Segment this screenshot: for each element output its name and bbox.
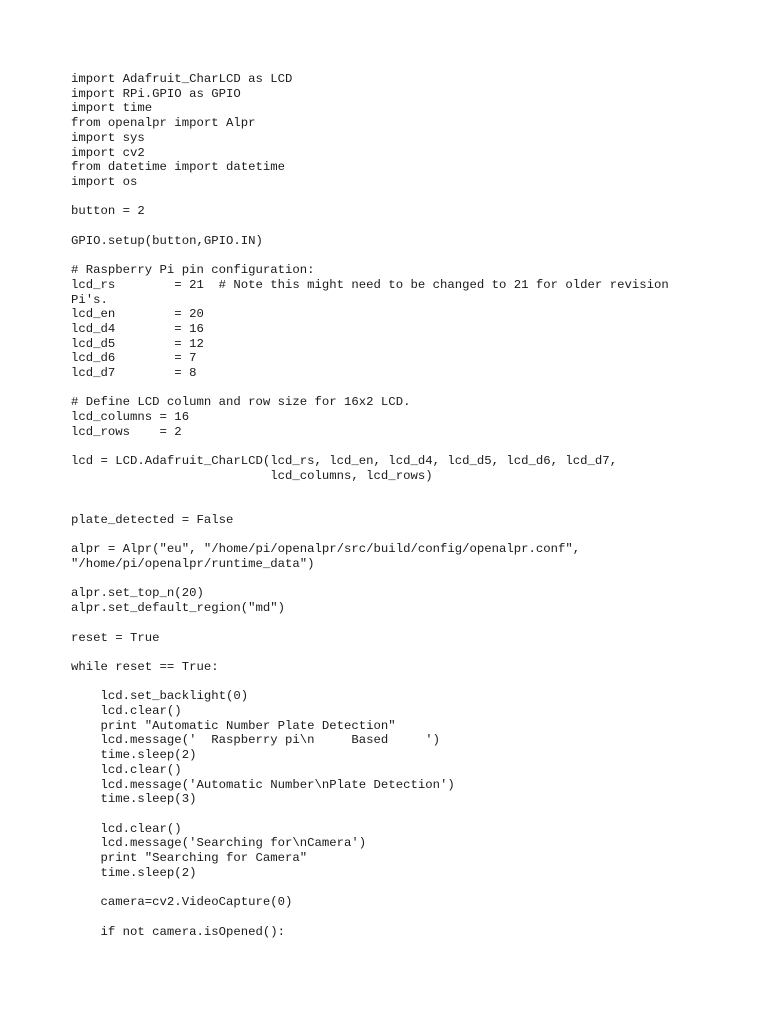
- code-line: [71, 616, 669, 631]
- code-line: from datetime import datetime: [71, 160, 286, 175]
- code-line: [71, 190, 669, 205]
- code-line: lcd.clear(): [71, 821, 182, 836]
- code-line: lcd_en = 20: [71, 307, 204, 322]
- code-line: [71, 880, 669, 895]
- code-line: lcd_d5 = 12: [71, 336, 204, 351]
- code-line: lcd.set_backlight(0): [71, 689, 249, 704]
- code-line: camera=cv2.VideoCapture(0): [71, 895, 293, 910]
- code-line: lcd = LCD.Adafruit_CharLCD(lcd_rs, lcd_en, lcd_d4, lcd_d5, lcd_d6, lcd_d7,: [71, 454, 618, 469]
- code-line: import cv2: [71, 145, 145, 160]
- code-line: time.sleep(2): [71, 748, 197, 763]
- code-line: lcd.clear(): [71, 762, 182, 777]
- code-line: alpr = Alpr("eu", "/home/pi/openalpr/src/build/config/openalpr.conf",: [71, 542, 581, 557]
- code-line: [71, 910, 669, 925]
- code-line: lcd_d7 = 8: [71, 366, 197, 381]
- code-line: [71, 807, 669, 822]
- code-line: # Raspberry Pi pin configuration:: [71, 263, 315, 278]
- code-line: "/home/pi/openalpr/runtime_data"): [71, 557, 315, 572]
- code-line: while reset == True:: [71, 659, 219, 674]
- code-line: lcd.clear(): [71, 704, 182, 719]
- code-line: [71, 498, 669, 513]
- code-line: print "Searching for Camera": [71, 851, 308, 866]
- code-line: lcd_columns, lcd_rows): [71, 468, 433, 483]
- code-line: print "Automatic Number Plate Detection": [71, 718, 396, 733]
- code-line: if not camera.isOpened():: [71, 924, 286, 939]
- code-line: [71, 528, 669, 543]
- code-line: lcd_d6 = 7: [71, 351, 197, 366]
- code-line: # Define LCD column and row size for 16x2 LCD.: [71, 395, 411, 410]
- code-line: time.sleep(3): [71, 792, 197, 807]
- code-line: plate_detected = False: [71, 512, 234, 527]
- code-line: [71, 645, 669, 660]
- code-line: import os: [71, 174, 138, 189]
- code-line: alpr.set_default_region("md"): [71, 601, 286, 616]
- code-line: from openalpr import Alpr: [71, 116, 256, 131]
- code-line: [71, 248, 669, 263]
- code-line: lcd.message('Searching for\nCamera'): [71, 836, 367, 851]
- code-line: lcd_rs = 21 # Note this might need to be changed to 21 for older revision: [71, 277, 669, 292]
- code-line: [71, 572, 669, 587]
- code-line: time.sleep(2): [71, 865, 197, 880]
- code-line: lcd_d4 = 16: [71, 321, 204, 336]
- code-line: reset = True: [71, 630, 160, 645]
- code-line: lcd.message('Automatic Number\nPlate Detection'): [71, 777, 455, 792]
- code-line: button = 2: [71, 204, 145, 219]
- code-listing: [71, 72, 669, 939]
- code-line: GPIO.setup(button,GPIO.IN): [71, 233, 263, 248]
- code-line: import sys: [71, 130, 145, 145]
- code-line: lcd_columns = 16: [71, 410, 190, 425]
- code-line: alpr.set_top_n(20): [71, 586, 204, 601]
- code-line: [71, 219, 669, 234]
- code-line: [71, 440, 669, 455]
- code-line: [71, 675, 669, 690]
- code-line: import Adafruit_CharLCD as LCD: [71, 72, 293, 86]
- code-line: Pi's.: [71, 292, 108, 307]
- code-line: import time: [71, 101, 153, 116]
- code-line: [71, 484, 669, 499]
- code-line: lcd_rows = 2: [71, 424, 182, 439]
- code-line: lcd.message(' Raspberry pi\n Based '): [71, 733, 440, 748]
- code-line: [71, 381, 669, 396]
- code-line: import RPi.GPIO as GPIO: [71, 86, 241, 101]
